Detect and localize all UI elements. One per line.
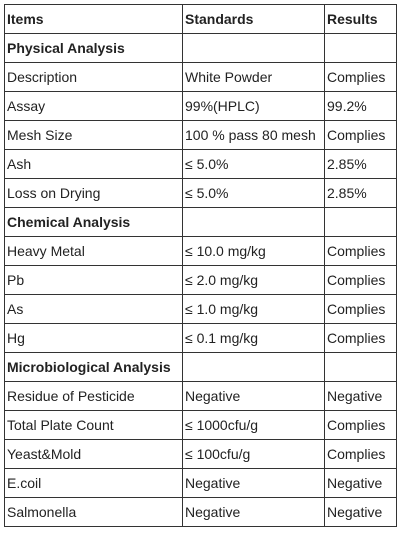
result-cell: Negative (325, 382, 397, 411)
table-header-row (5, 5, 397, 34)
result-cell: Complies (325, 411, 397, 440)
standard-cell: ≤ 10.0 mg/kg (183, 237, 325, 266)
section-empty-cell (183, 34, 325, 63)
section-title: Microbiological Analysis (5, 353, 183, 382)
table-row (5, 498, 397, 527)
result-cell: Complies (325, 237, 397, 266)
result-cell: Complies (325, 121, 397, 150)
section-header-row (5, 34, 397, 63)
item-cell: Assay (5, 92, 183, 121)
table-row (5, 324, 397, 353)
table-row (5, 295, 397, 324)
specification-table-body (5, 5, 397, 527)
item-cell: Residue of Pesticide (5, 382, 183, 411)
result-cell: Complies (325, 324, 397, 353)
section-title: Chemical Analysis (5, 208, 183, 237)
table-row (5, 92, 397, 121)
specification-table (4, 4, 397, 527)
result-cell: Complies (325, 266, 397, 295)
standard-cell: White Powder (183, 63, 325, 92)
header-standards: Standards (183, 5, 325, 34)
standard-cell: ≤ 0.1 mg/kg (183, 324, 325, 353)
result-cell: Negative (325, 498, 397, 527)
section-header-row (5, 208, 397, 237)
table-row (5, 121, 397, 150)
section-empty-cell (325, 353, 397, 382)
header-results: Results (325, 5, 397, 34)
table-row (5, 469, 397, 498)
item-cell: Heavy Metal (5, 237, 183, 266)
standard-cell: ≤ 1.0 mg/kg (183, 295, 325, 324)
section-title: Physical Analysis (5, 34, 183, 63)
item-cell: E.coil (5, 469, 183, 498)
table-row (5, 237, 397, 266)
header-items: Items (5, 5, 183, 34)
item-cell: As (5, 295, 183, 324)
item-cell: Yeast&Mold (5, 440, 183, 469)
result-cell: 2.85% (325, 179, 397, 208)
result-cell: 99.2% (325, 92, 397, 121)
item-cell: Salmonella (5, 498, 183, 527)
result-cell: Complies (325, 440, 397, 469)
item-cell: Pb (5, 266, 183, 295)
result-cell: Complies (325, 63, 397, 92)
result-cell: 2.85% (325, 150, 397, 179)
result-cell: Negative (325, 469, 397, 498)
item-cell: Ash (5, 150, 183, 179)
table-row (5, 382, 397, 411)
standard-cell: 99%(HPLC) (183, 92, 325, 121)
section-header-row (5, 353, 397, 382)
item-cell: Loss on Drying (5, 179, 183, 208)
standard-cell: Negative (183, 498, 325, 527)
item-cell: Mesh Size (5, 121, 183, 150)
table-row (5, 150, 397, 179)
item-cell: Description (5, 63, 183, 92)
standard-cell: ≤ 5.0% (183, 150, 325, 179)
table-row (5, 266, 397, 295)
standard-cell: ≤ 1000cfu/g (183, 411, 325, 440)
standard-cell: ≤ 2.0 mg/kg (183, 266, 325, 295)
table-row (5, 440, 397, 469)
table-row (5, 63, 397, 92)
standard-cell: Negative (183, 469, 325, 498)
standard-cell: Negative (183, 382, 325, 411)
section-empty-cell (183, 353, 325, 382)
standard-cell: ≤ 100cfu/g (183, 440, 325, 469)
result-cell: Complies (325, 295, 397, 324)
item-cell: Hg (5, 324, 183, 353)
item-cell: Total Plate Count (5, 411, 183, 440)
section-empty-cell (325, 34, 397, 63)
section-empty-cell (325, 208, 397, 237)
section-empty-cell (183, 208, 325, 237)
table-row (5, 411, 397, 440)
standard-cell: ≤ 5.0% (183, 179, 325, 208)
standard-cell: 100 % pass 80 mesh (183, 121, 325, 150)
table-row (5, 179, 397, 208)
